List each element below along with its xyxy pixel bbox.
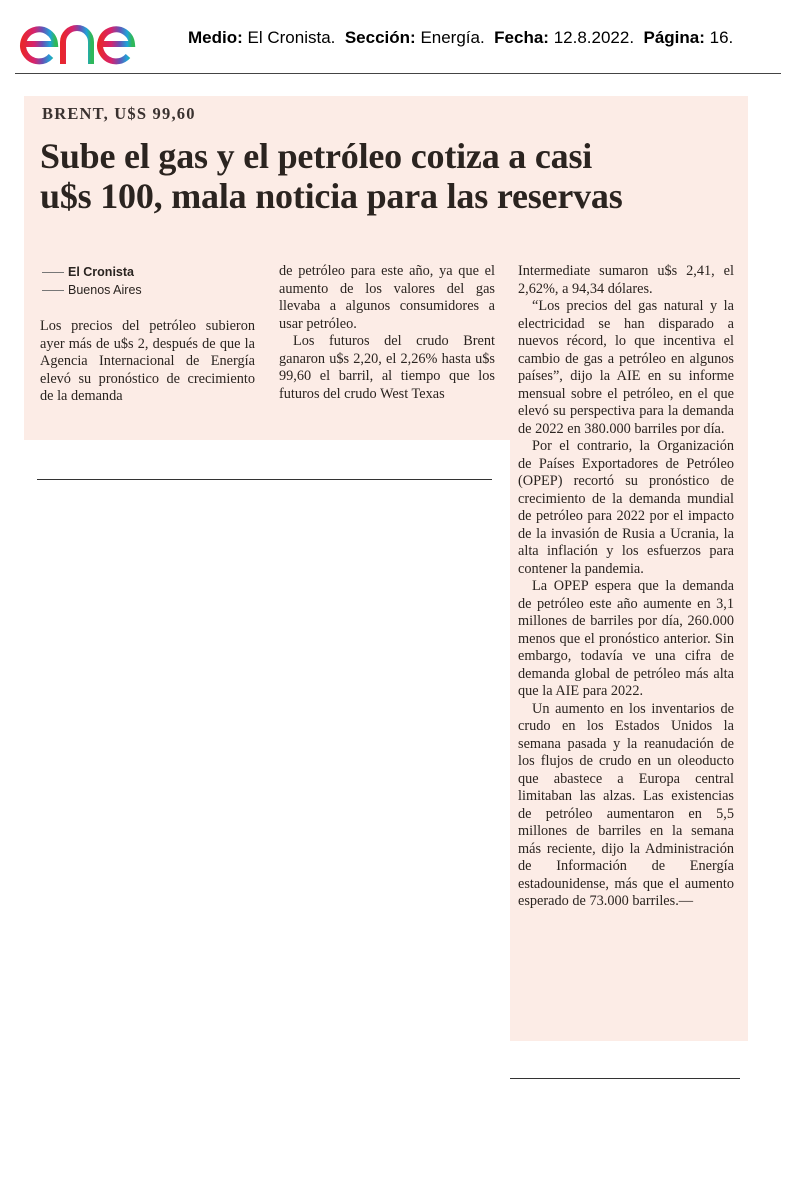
article-kicker: BRENT, U$S 99,60 — [42, 104, 196, 123]
paragraph: “Los precios del gas natural y la electricidad se han disparado a nuevos récord, lo que incentiva el cambio de gas a petróleo en algunos países”, dijo la AIE en su informe mensual sobre el petróleo, en el que elevó su perspectiva para la demanda de 2022 en 380.000 barriles por día. — [518, 298, 734, 437]
article-column-1 — [40, 318, 255, 406]
paragraph: La OPEP espera que la demanda de petróleo este año aumente en 3,1 millones de barriles por día, 260.000 menos que el pronóstico anterior. Sin embargo, todavía ve una cifra de demanda global de petróleo más alta que la AIE para 2022. — [518, 578, 734, 699]
paragraph: de petróleo para este año, ya que el aumento de los valores del gas llevaba a algunos consumidores a usar petróleo. — [279, 263, 495, 332]
fecha-value: 12.8.2022. — [553, 28, 635, 47]
medio-label: Medio: — [188, 28, 243, 47]
seccion-label: Sección: — [344, 28, 416, 47]
byline-source: El Cronista — [42, 265, 134, 279]
clipping-header — [0, 0, 800, 76]
paragraph: Por el contrario, la Organización de Países Exportadores de Petróleo (OPEP) recortó su pronóstico de crecimiento de la demanda mundial de petróleo para 2022 por el impacto de la invasión de Rusia a Ucrania, la alta inflación y los esfuerzos para contener la pandemia. — [518, 438, 734, 577]
paragraph: Intermediate sumaron u$s 2,41, el 2,62%, a 94,34 dólares. — [518, 263, 734, 297]
seccion-value: Energía. — [420, 28, 485, 47]
fecha-label: Fecha: — [494, 28, 549, 47]
pagina-label: Página: — [643, 28, 705, 47]
medio-value: El Cronista. — [247, 28, 336, 47]
header-divider — [15, 73, 781, 74]
byline-place: Buenos Aires — [42, 283, 142, 297]
paragraph: Un aumento en los inventarios de crudo en los Estados Unidos la semana pasada y la reanudación de los flujos de crudo en un oleoducto que abastece a Europa central limitaban las alzas. Las existencias de petróleo aumentaron en 5,5 millones de barriles en la semana más reciente, dijo la Administración de Información de Energía estadounidense, más que el aumento esperado de 73.000 barriles.— — [518, 700, 734, 909]
headline-line-1: Sube el gas y el petróleo cotiza a casi — [40, 136, 593, 176]
enel-logo — [18, 6, 168, 68]
section-divider — [37, 479, 492, 480]
article-column-2 — [279, 263, 495, 403]
end-mark: — — [678, 893, 694, 909]
clipping-metadata — [188, 28, 733, 48]
paragraph: Los futuros del crudo Brent ganaron u$s 2,20, el 2,26% hasta u$s 99,60 el barril, al tiempo que los futuros del crudo West Texas — [279, 333, 495, 402]
article-headline — [40, 136, 740, 216]
headline-line-2: u$s 100, mala noticia para las reservas — [40, 176, 623, 216]
paragraph: Los precios del petróleo subieron ayer más de u$s 2, después de que la Agencia Internacional de Energía elevó su pronóstico de crecimiento de la demanda — [40, 318, 255, 404]
pagina-value: 16. — [709, 28, 734, 47]
section-divider — [510, 1078, 740, 1079]
article-column-3 — [518, 263, 734, 911]
